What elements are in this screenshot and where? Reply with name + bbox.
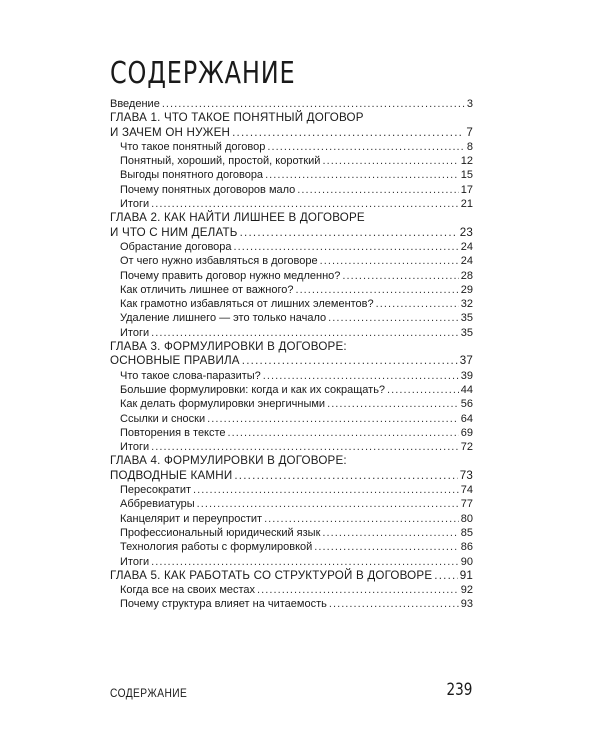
toc-entry-page: 72 [460,441,473,454]
toc-entry [110,369,473,383]
toc-entry-page: 44 [460,383,473,396]
toc-entry-label: Итоги [120,441,150,454]
toc-entry-page: 28 [460,269,473,282]
dot-leader [327,397,459,411]
page-title: СОДЕРЖАНИЕ [110,56,296,91]
toc-entry-page: 21 [460,198,473,211]
running-footer-title: СОДЕРЖАНИЕ [110,686,188,700]
dot-leader [151,440,459,454]
toc-entry-page: 90 [460,555,473,568]
chapter-heading [110,226,473,240]
toc-entry-label: Как грамотно избавляться от лишних элементов? [120,298,374,311]
toc-entry-label: Введение [110,98,160,110]
toc-entry [110,555,473,569]
dot-leader [234,469,457,483]
toc-entry-page: 35 [460,312,473,325]
chapter-heading-line: ГЛАВА 3. ФОРМУЛИРОВКИ В ДОГОВОРЕ: [110,340,347,354]
toc-entry-label: Профессиональный юридический язык [120,526,321,539]
toc-entry [110,426,473,440]
dot-leader [151,197,459,211]
dot-leader [263,369,459,383]
toc-entry [110,412,473,426]
chapter-heading [110,354,473,368]
dot-leader [267,140,464,154]
toc-entry [110,526,473,540]
toc-entry [110,168,473,182]
toc-entry-page: 56 [460,398,473,411]
dot-leader [314,540,458,554]
chapter-heading-label: ГЛАВА 5. КАК РАБОТАТЬ СО СТРУКТУРОЙ В ДОГОВОРЕ [110,568,433,582]
toc-entry [110,140,473,154]
toc-entry [110,311,473,325]
toc-entry [110,240,473,254]
toc-entry-page: 24 [460,240,473,253]
toc-entry [110,197,473,211]
toc-entry-label: Почему понятных договоров мало [120,183,296,196]
toc-entry [110,269,473,283]
chapter-page: 23 [459,225,473,239]
chapter-heading [110,569,473,583]
toc-entry-label: Когда все на своих местах [120,584,256,597]
toc-entry-page: 74 [460,484,473,497]
toc-entry-label: От чего нужно избавляться в договоре [120,255,318,268]
toc-entry [110,597,473,611]
dot-leader [297,183,458,197]
toc-entry-label: Аббревиатуры [120,498,195,511]
toc-entry-label: Выгоды понятного договора [120,169,264,182]
dot-leader [242,354,458,368]
dot-leader [207,412,459,426]
toc-entry [110,297,473,311]
dot-leader [240,226,458,240]
dot-leader [264,512,459,526]
dot-leader [197,497,459,511]
toc-entry-page: 8 [466,140,473,153]
dot-leader [193,483,459,497]
toc-entry-label: Ссылки и сноски [120,412,206,425]
toc-entry [110,283,473,297]
toc-entry-label: Повторения в тексте [120,426,226,439]
toc-entry-label: Итоги [120,555,150,568]
chapter-heading-label: И ЧТО С НИМ ДЕЛАТЬ [110,225,238,239]
toc-entry-page: 93 [460,598,473,611]
toc-entry [110,483,473,497]
toc-entry-label: Удаление лишнего — это только начало [120,312,327,325]
chapter-heading-line: ГЛАВА 1. ЧТО ТАКОЕ ПОНЯТНЫЙ ДОГОВОР [110,111,364,125]
toc-entry-label: Пересократит [120,484,192,497]
toc-entry-label: Канцелярит и переупростит [120,512,263,525]
dot-leader [151,555,459,569]
chapter-page: 91 [459,568,473,582]
toc-entry-page: 39 [460,369,473,382]
toc-entry-label: Большие формулировки: когда и как их сокращать? [120,383,386,396]
chapter-page: 73 [459,468,473,482]
dot-leader [295,283,458,297]
toc-entry-label: Понятный, хороший, простой, короткий [120,155,321,168]
toc-entry-label: Технология работы с формулировкой [120,541,313,554]
toc-entry-page: 92 [460,584,473,597]
toc-entry-label: Что такое понятный договор [120,140,266,153]
toc-entry-page: 85 [460,526,473,539]
toc-entry-page: 29 [460,283,473,296]
toc-entry [110,583,473,597]
toc-entry [110,497,473,511]
toc-entry-label: Обрастание договора [120,240,232,253]
toc-entry-page: 12 [460,155,473,168]
dot-leader [320,254,459,268]
dot-leader [322,526,458,540]
toc-entry [110,326,473,340]
dot-leader [151,326,459,340]
toc-entry-page: 77 [460,498,473,511]
chapter-heading-line: ГЛАВА 2. КАК НАЙТИ ЛИШНЕЕ В ДОГОВОРЕ [110,211,365,225]
toc-entry-label: Итоги [120,326,150,339]
chapter-heading-label: И ЗАЧЕМ ОН НУЖЕН [110,125,231,139]
toc-entry-label: Итоги [120,198,150,211]
dot-leader [322,154,458,168]
toc-entry-label: Что такое слова-паразиты? [120,369,261,382]
dot-leader [329,597,459,611]
chapter-page: 37 [459,354,473,368]
chapter-heading [110,469,473,483]
dot-leader [434,569,457,583]
toc-entry [110,383,473,397]
chapter-heading-line: ГЛАВА 4. ФОРМУЛИРОВКИ В ДОГОВОРЕ: [110,454,347,468]
dot-leader [228,426,459,440]
chapter-heading-label: ОСНОВНЫЕ ПРАВИЛА [110,354,240,368]
toc-entry [110,397,473,411]
dot-leader [387,383,459,397]
dot-leader [265,168,459,182]
toc-entry-label: Почему структура влияет на читаемость [120,598,327,611]
toc-entry-page: 35 [460,326,473,339]
dot-leader [162,97,465,111]
toc-entry [110,183,473,197]
dot-leader [232,126,464,140]
toc-entry-label: Как делать формулировки энергичными [120,398,326,411]
toc-entry [110,440,473,454]
toc-entry [110,254,473,268]
toc-entry-page: 69 [460,426,473,439]
toc-entry-label: Почему править договор нужно медленно? [120,269,341,282]
toc-entry-label: Как отличить лишнее от важного? [120,283,294,296]
toc-entry [110,154,473,168]
chapter-heading [110,126,473,140]
toc-entry-page: 32 [460,298,473,311]
chapter-page: 7 [466,125,473,139]
toc-entry-page: 17 [460,183,473,196]
page-number: 239 [446,680,472,700]
dot-leader [328,311,459,325]
toc-entry-page: 24 [460,255,473,268]
toc-entry-page: 64 [460,412,473,425]
dot-leader [342,269,458,283]
dot-leader [257,583,459,597]
dot-leader [376,297,459,311]
toc-entry-page: 3 [466,98,473,110]
toc-entry [110,540,473,554]
toc-entry-page: 80 [460,512,473,525]
dot-leader [234,240,459,254]
table-of-contents [110,97,473,612]
toc-entry-intro [110,97,473,111]
toc-entry-page: 86 [460,541,473,554]
toc-entry-page: 15 [460,169,473,182]
chapter-heading-label: ПОДВОДНЫЕ КАМНИ [110,468,233,482]
toc-entry [110,512,473,526]
